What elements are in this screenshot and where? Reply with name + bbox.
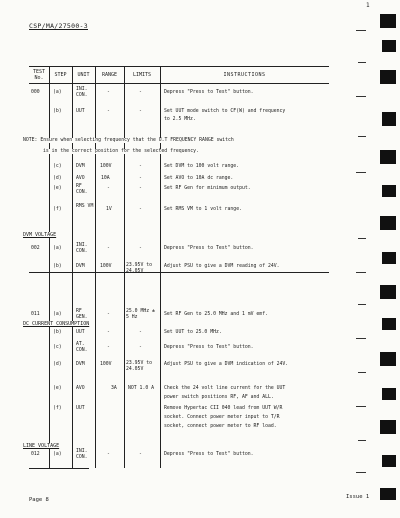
unit: INI. CON. bbox=[76, 449, 88, 460]
unit: UUT bbox=[76, 109, 85, 114]
range: - bbox=[107, 312, 110, 317]
col-header-test-no: TEST No. bbox=[32, 69, 46, 81]
limits: 23.95V to 24.05V bbox=[126, 361, 152, 372]
test-number: 011 bbox=[31, 312, 40, 317]
instruction: Remove Hypertac CII 040 lead from UUT W/R bbox=[164, 406, 283, 411]
limits: - bbox=[139, 345, 142, 350]
step: (c) bbox=[53, 164, 62, 169]
unit: AVO bbox=[76, 176, 85, 181]
range: 3A bbox=[111, 386, 117, 391]
instruction: Set RF Gen for minimum output. bbox=[164, 186, 251, 191]
instruction: Set UUT mode switch to CF(W) and frequency bbox=[164, 109, 286, 114]
step: (b) bbox=[53, 264, 62, 269]
section-title-dvm-voltage: DVM VOLTAGE bbox=[23, 232, 57, 238]
test-number: 002 bbox=[31, 246, 40, 251]
instruction: Depress "Press to Test" button. bbox=[164, 452, 254, 457]
unit: AVO bbox=[76, 386, 85, 391]
range: - bbox=[107, 452, 110, 457]
section-title-line-voltage: LINE VOLTAGE bbox=[23, 443, 60, 449]
col-header-instructions: INSTRUCTIONS bbox=[223, 72, 266, 78]
test-number: 012 bbox=[31, 452, 40, 457]
step: (b) bbox=[53, 330, 62, 335]
instruction: Depress "Press to Test" button. bbox=[164, 246, 254, 251]
range: - bbox=[107, 345, 110, 350]
test-number: 000 bbox=[31, 90, 40, 95]
col-header-limits: LIMITS bbox=[132, 72, 152, 78]
page-number: Page 8 bbox=[29, 497, 49, 503]
instruction: Set UUT to 25.0 MHz. bbox=[164, 330, 222, 335]
instruction: Check the 24 volt line current for the UUT bbox=[164, 386, 286, 391]
limits: - bbox=[139, 246, 142, 251]
limits: - bbox=[139, 186, 142, 191]
limits: - bbox=[139, 207, 142, 212]
unit: DVM bbox=[76, 362, 85, 367]
instruction: Adjust PSU to give a DVM reading of 24V. bbox=[164, 264, 280, 269]
step: (d) bbox=[53, 176, 62, 181]
range: 100V bbox=[100, 264, 112, 269]
unit: INI. CON. bbox=[76, 87, 88, 98]
limits: 25.0 MHz ± 5 Hz bbox=[126, 309, 155, 320]
instruction: Set RMS VM to 1 volt range. bbox=[164, 207, 242, 212]
instruction: Set DVM to 100 volt range. bbox=[164, 164, 240, 169]
range: 100V bbox=[100, 362, 112, 367]
instruction: socket. Connect power meter input to T/R bbox=[164, 415, 280, 420]
step: (a) bbox=[53, 90, 62, 95]
limits: - bbox=[139, 452, 142, 457]
step: (f) bbox=[53, 406, 62, 411]
step: (f) bbox=[53, 207, 62, 212]
step: (b) bbox=[53, 109, 62, 114]
instruction: Depress "Press to Test" button. bbox=[164, 345, 254, 350]
section-title-dc-current: DC CURRENT CONSUMPTION bbox=[23, 321, 90, 327]
step: (c) bbox=[53, 345, 62, 350]
range: - bbox=[107, 246, 110, 251]
range: 100V bbox=[100, 164, 112, 169]
step: (a) bbox=[53, 312, 62, 317]
limits: - bbox=[139, 164, 142, 169]
note-line: is in the correct position for the selected frequency. bbox=[43, 149, 199, 154]
limits: - bbox=[139, 90, 142, 95]
instruction: power switch positions RF, AF and ALL. bbox=[164, 395, 274, 400]
step: (a) bbox=[53, 246, 62, 251]
step: (e) bbox=[53, 186, 62, 191]
limits: 23.95V to 24.05V bbox=[126, 263, 152, 274]
unit: AT. CON. bbox=[76, 342, 88, 353]
step: (d) bbox=[53, 362, 62, 367]
issue-number: Issue 1 bbox=[346, 494, 370, 500]
instruction: Depress "Press to Test" button. bbox=[164, 90, 254, 95]
limits: - bbox=[139, 109, 142, 114]
unit: UUT bbox=[76, 406, 85, 411]
unit: RF CON. bbox=[76, 184, 88, 195]
range: - bbox=[107, 90, 110, 95]
limits: - bbox=[139, 330, 142, 335]
range: 1V bbox=[106, 207, 112, 212]
unit: RMS VM bbox=[76, 204, 94, 209]
note-line: NOTE: Ensure when selecting frequency that the U.T FREQUENCY RANGE switch bbox=[23, 138, 234, 143]
instruction: Set AVO to 10A dc range. bbox=[164, 176, 234, 181]
limits: NOT 1.0 A bbox=[128, 386, 154, 391]
instruction: socket, connect power meter to RF load. bbox=[164, 424, 277, 429]
col-header-unit: UNIT bbox=[77, 72, 90, 78]
unit: DVM bbox=[76, 164, 85, 169]
unit: DVM bbox=[76, 264, 85, 269]
document-reference: CSP/MA/27500-3 bbox=[29, 22, 88, 30]
unit: INI. CON. bbox=[76, 243, 88, 254]
instruction: Adjust PSU to give a DVM indication of 24V. bbox=[164, 362, 289, 367]
col-header-range: RANGE bbox=[101, 72, 118, 78]
unit: RF GEN. bbox=[76, 309, 88, 320]
range: - bbox=[107, 109, 110, 114]
range: - bbox=[107, 186, 110, 191]
test-procedure-table bbox=[23, 66, 329, 468]
instruction: Set RF Gen to 25.0 MHz and 1 mV emf. bbox=[164, 312, 268, 317]
range: - bbox=[107, 330, 110, 335]
sheet-number: 1 bbox=[366, 2, 370, 9]
step: (a) bbox=[53, 452, 62, 457]
instruction: to 2.5 MHz. bbox=[164, 117, 196, 122]
range: 10A bbox=[101, 176, 110, 181]
col-header-step: STEP bbox=[54, 72, 67, 78]
step: (e) bbox=[53, 386, 62, 391]
limits: - bbox=[139, 176, 142, 181]
unit: UUT bbox=[76, 330, 85, 335]
